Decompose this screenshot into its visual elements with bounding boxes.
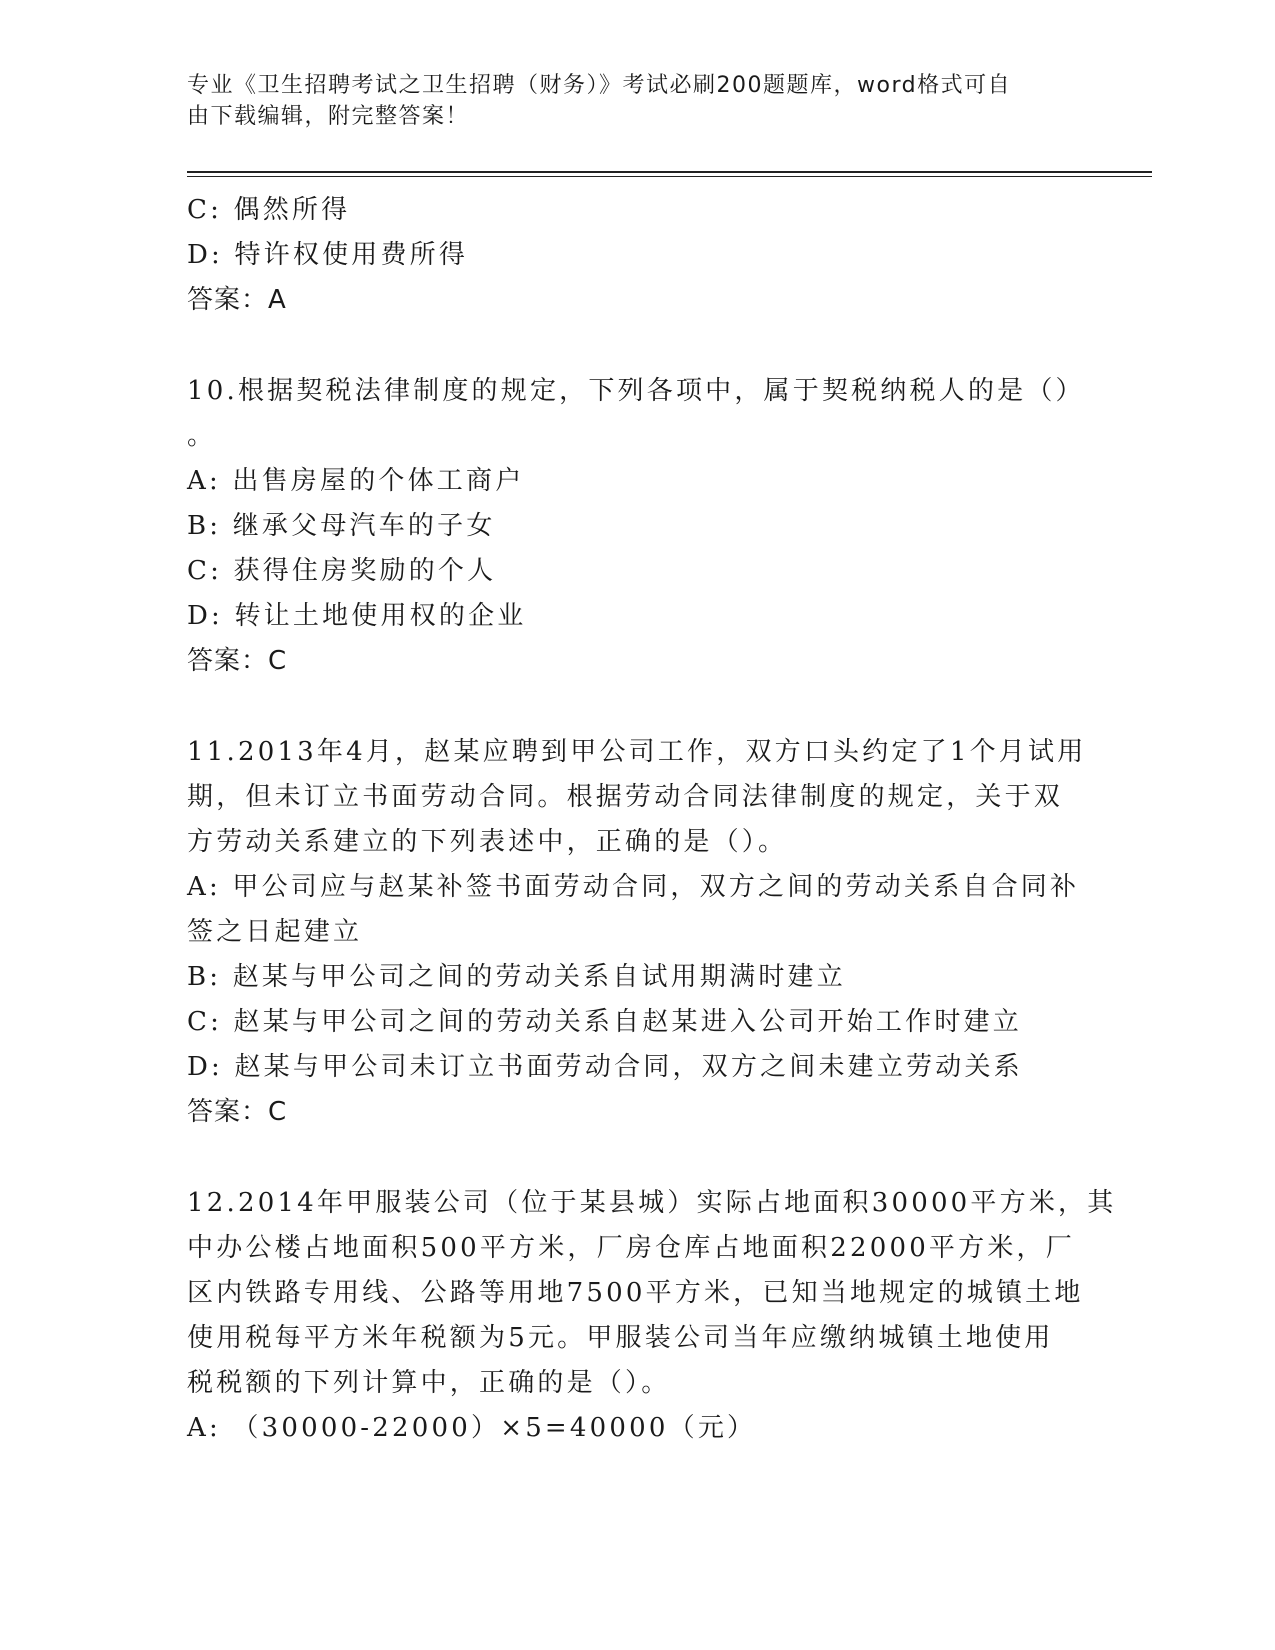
option-b: B: 继承父母汽车的子女 bbox=[187, 511, 496, 541]
question-stem: 期，但未订立书面劳动合同。根据劳动合同法律制度的规定，关于双 bbox=[187, 782, 1064, 812]
question-stem: 。 bbox=[187, 421, 217, 451]
header-line-2: 由下载编辑，附完整答案！ bbox=[187, 104, 470, 129]
question-stem: 使用税每平方米年税额为5元。甲服装公司当年应缴纳城镇土地使用 bbox=[187, 1323, 1054, 1353]
question-stem: 方劳动关系建立的下列表述中，正确的是（）。 bbox=[187, 827, 788, 857]
question-stem: 中办公楼占地面积500平方米，厂房仓库占地面积22000平方米，厂 bbox=[187, 1233, 1075, 1263]
question-stem: 区内铁路专用线、公路等用地7500平方米，已知当地规定的城镇土地 bbox=[187, 1278, 1084, 1308]
spacer bbox=[187, 1135, 1087, 1181]
question-10 bbox=[187, 369, 1087, 684]
spacer bbox=[187, 323, 1087, 369]
header-line-1: 专业《卫生招聘考试之卫生招聘（财务）》考试必刷200题题库，word格式可自 bbox=[187, 73, 1012, 98]
option-b: B: 赵某与甲公司之间的劳动关系自试用期满时建立 bbox=[187, 962, 846, 992]
answer: 答案：C bbox=[187, 1097, 288, 1127]
question-11 bbox=[187, 730, 1087, 1135]
option-c: C: 获得住房奖励的个人 bbox=[187, 556, 497, 586]
prev-question bbox=[187, 188, 1087, 323]
question-stem: 12.2014年甲服装公司（位于某县城）实际占地面积30000平方米，其 bbox=[187, 1188, 1117, 1218]
option-a: A: 甲公司应与赵某补签书面劳动合同，双方之间的劳动关系自合同补 bbox=[187, 872, 1080, 902]
option-c: C: 偶然所得 bbox=[187, 195, 351, 225]
option-a-continued: 签之日起建立 bbox=[187, 917, 363, 947]
question-stem: 10.根据契税法律制度的规定，下列各项中，属于契税纳税人的是（） bbox=[187, 376, 1085, 406]
document-body bbox=[187, 188, 1117, 1451]
option-d: D: 转让土地使用权的企业 bbox=[187, 601, 527, 631]
question-stem: 11.2013年4月，赵某应聘到甲公司工作，双方口头约定了1个月试用 bbox=[187, 737, 1087, 767]
option-d: D: 特许权使用费所得 bbox=[187, 240, 469, 270]
header-rule-bottom bbox=[187, 176, 1152, 177]
header-rule-top bbox=[187, 171, 1152, 173]
option-a: A: 出售房屋的个体工商户 bbox=[187, 466, 525, 496]
answer: 答案：A bbox=[187, 285, 287, 315]
page-header bbox=[187, 70, 1067, 132]
question-12 bbox=[187, 1181, 1117, 1451]
spacer bbox=[187, 684, 1087, 730]
option-c: C: 赵某与甲公司之间的劳动关系自赵某进入公司开始工作时建立 bbox=[187, 1007, 1022, 1037]
option-a: A: （30000-22000）×5=40000（元） bbox=[187, 1413, 757, 1443]
option-d: D: 赵某与甲公司未订立书面劳动合同，双方之间未建立劳动关系 bbox=[187, 1052, 1023, 1082]
question-stem: 税税额的下列计算中，正确的是（）。 bbox=[187, 1368, 671, 1398]
answer: 答案：C bbox=[187, 646, 288, 676]
